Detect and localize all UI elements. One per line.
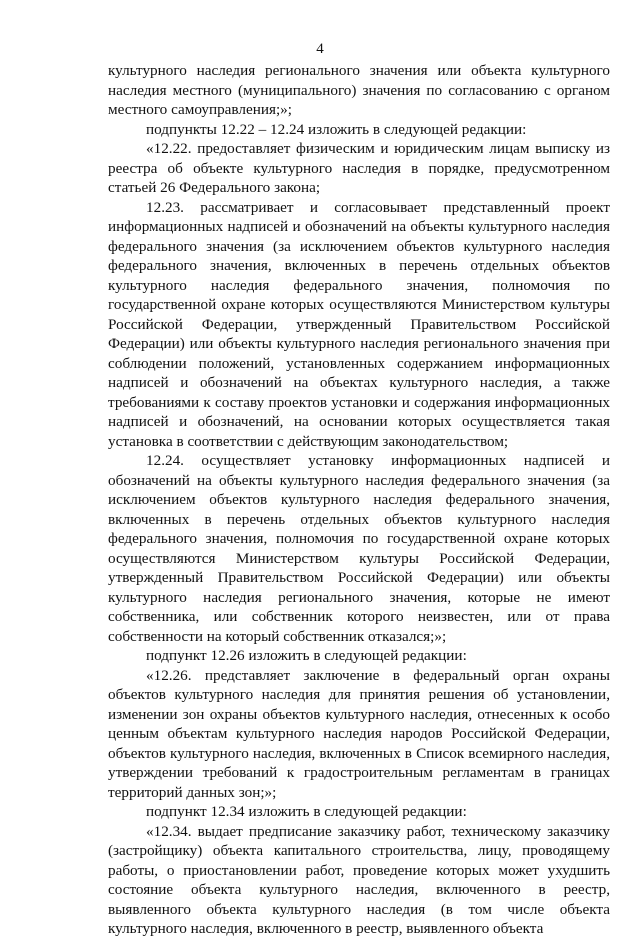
- paragraph-item-12-34: «12.34. выдает предписание заказчику работ, техническому заказчику (застройщику) объекта капитального строительства, лицу, проводящему работы, о приостановлении работ, проведение которых может ухудшить состояние объекта культурного наследия, включенного в реестр, выявленного объекта культурного наследия (в том числе объекта культурного наследия, включенного в реестр, выявленного объекта: [108, 822, 610, 937]
- paragraph-item-12-22: «12.22. предоставляет физическим и юридическим лицам выписку из реестра об объекте культурного наследия в порядке, предусмотренном статьей 26 Федерального закона;: [108, 140, 610, 196]
- paragraph-instruction-12-34: подпункт 12.34 изложить в следующей редакции:: [146, 803, 467, 820]
- document-body: [108, 61, 610, 939]
- paragraph-item-12-24: 12.24. осуществляет установку информационных надписей и обозначений на объекты культурного наследия федерального значения (за исключением объектов культурного наследия федерального значения, включенных в перечень отдельных объектов культурного наследия федерального значения, полномочия по государственной охране которых осуществляются Министерством культуры Российской Федерации, утвержденный Правительством Российской Федерации) или объекты культурного наследия регионального значения, которые не имеют собственника, или собственник которого неизвестен, или от права собственности на который собственник отказался;»;: [108, 452, 610, 645]
- paragraph-instruction-12-22-12-24: подпункты 12.22 – 12.24 изложить в следующей редакции:: [146, 120, 527, 138]
- page-number: 4: [316, 41, 324, 57]
- paragraph-item-12-23: 12.23. рассматривает и согласовывает представленный проект информационных надписей и обозначений на объекты культурного наследия федерального значения (за исключением объектов культурного наследия федерального значения, включенных в перечень отдельных объектов культурного наследия федерального значения, полномочия по государственной охране которых осуществляются Министерством культуры Российской Федерации, утвержденный Правительством Российской Федерации) или объекты культурного наследия регионального значения при соблюдении положений, установленных содержанием информационных надписей и обозначений на объектах культурного наследия, а также требованиями к составу проектов установки и содержания информационных надписей и обозначений, на основании которых осуществляется такая установка в соответствии с действующим законодательством;: [108, 198, 610, 450]
- paragraph-instruction-12-26: подпункт 12.26 изложить в следующей редакции:: [146, 647, 467, 664]
- paragraph-continuation: культурного наследия регионального значения или объекта культурного наследия местного (муниципального) значения по согласованию с органом местного самоуправления;»;: [108, 62, 610, 118]
- paragraph-item-12-26: «12.26. представляет заключение в федеральный орган охраны объектов культурного наследия для принятия решения об установлении, изменении зон охраны объектов культурного наследия, отнесенных к особо ценным объектам культурного наследия народов Российской Федерации, объектов культурного наследия, включенных в Список всемирного наследия, утверждении требований к градостроительным регламентам в границах территорий данных зон;»;: [108, 666, 610, 801]
